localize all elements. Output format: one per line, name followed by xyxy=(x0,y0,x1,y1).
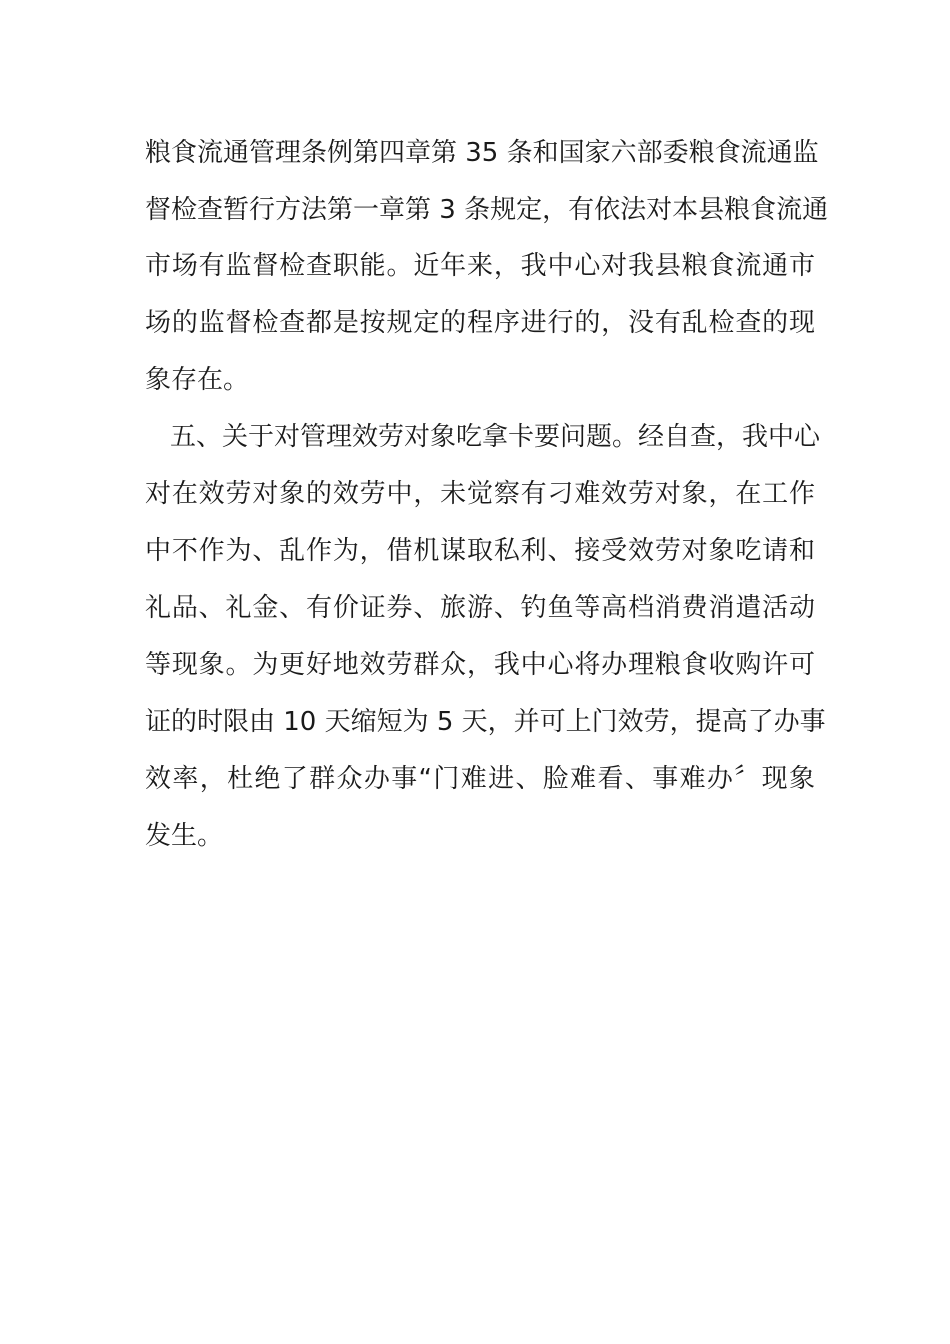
paragraph-2-line-5: 等现象。为更好地效劳群众，我中心将办理粮食收购许可 xyxy=(145,650,815,680)
paragraph-1-line-2: 督检查暂行方法第一章第 3 条规定，有依法对本县粮食流通 xyxy=(145,195,829,225)
paragraph-2-line-2: 对在效劳对象的效劳中，未觉察有刁难效劳对象，在工作 xyxy=(145,479,815,509)
paragraph-1-line-3: 市场有监督检查职能。近年来，我中心对我县粮食流通市 xyxy=(145,251,815,281)
paragraph-2-line-7: 效率，杜绝了群众办事“门难进、脸难看、事难办〞现象 xyxy=(145,764,815,794)
paragraph-2-line-8: 发生。 xyxy=(145,821,224,851)
paragraph-2-line-1: 五、关于对管理效劳对象吃拿卡要问题。经自查，我中心 xyxy=(170,422,821,452)
paragraph-1-line-5: 象存在。 xyxy=(145,365,250,395)
paragraph-2-line-6: 证的时限由 10 天缩短为 5 天，并可上门效劳，提高了办事 xyxy=(145,707,826,737)
paragraph-2-line-4: 礼品、礼金、有价证券、旅游、钓鱼等高档消费消遣活动 xyxy=(145,593,815,623)
paragraph-1-line-1: 粮食流通管理条例第四章第 35 条和国家六部委粮食流通监 xyxy=(145,138,819,168)
paragraph-2-line-3: 中不作为、乱作为，借机谋取私利、接受效劳对象吃请和 xyxy=(145,536,815,566)
paragraph-1-line-4: 场的监督检查都是按规定的程序进行的，没有乱检查的现 xyxy=(145,308,815,338)
